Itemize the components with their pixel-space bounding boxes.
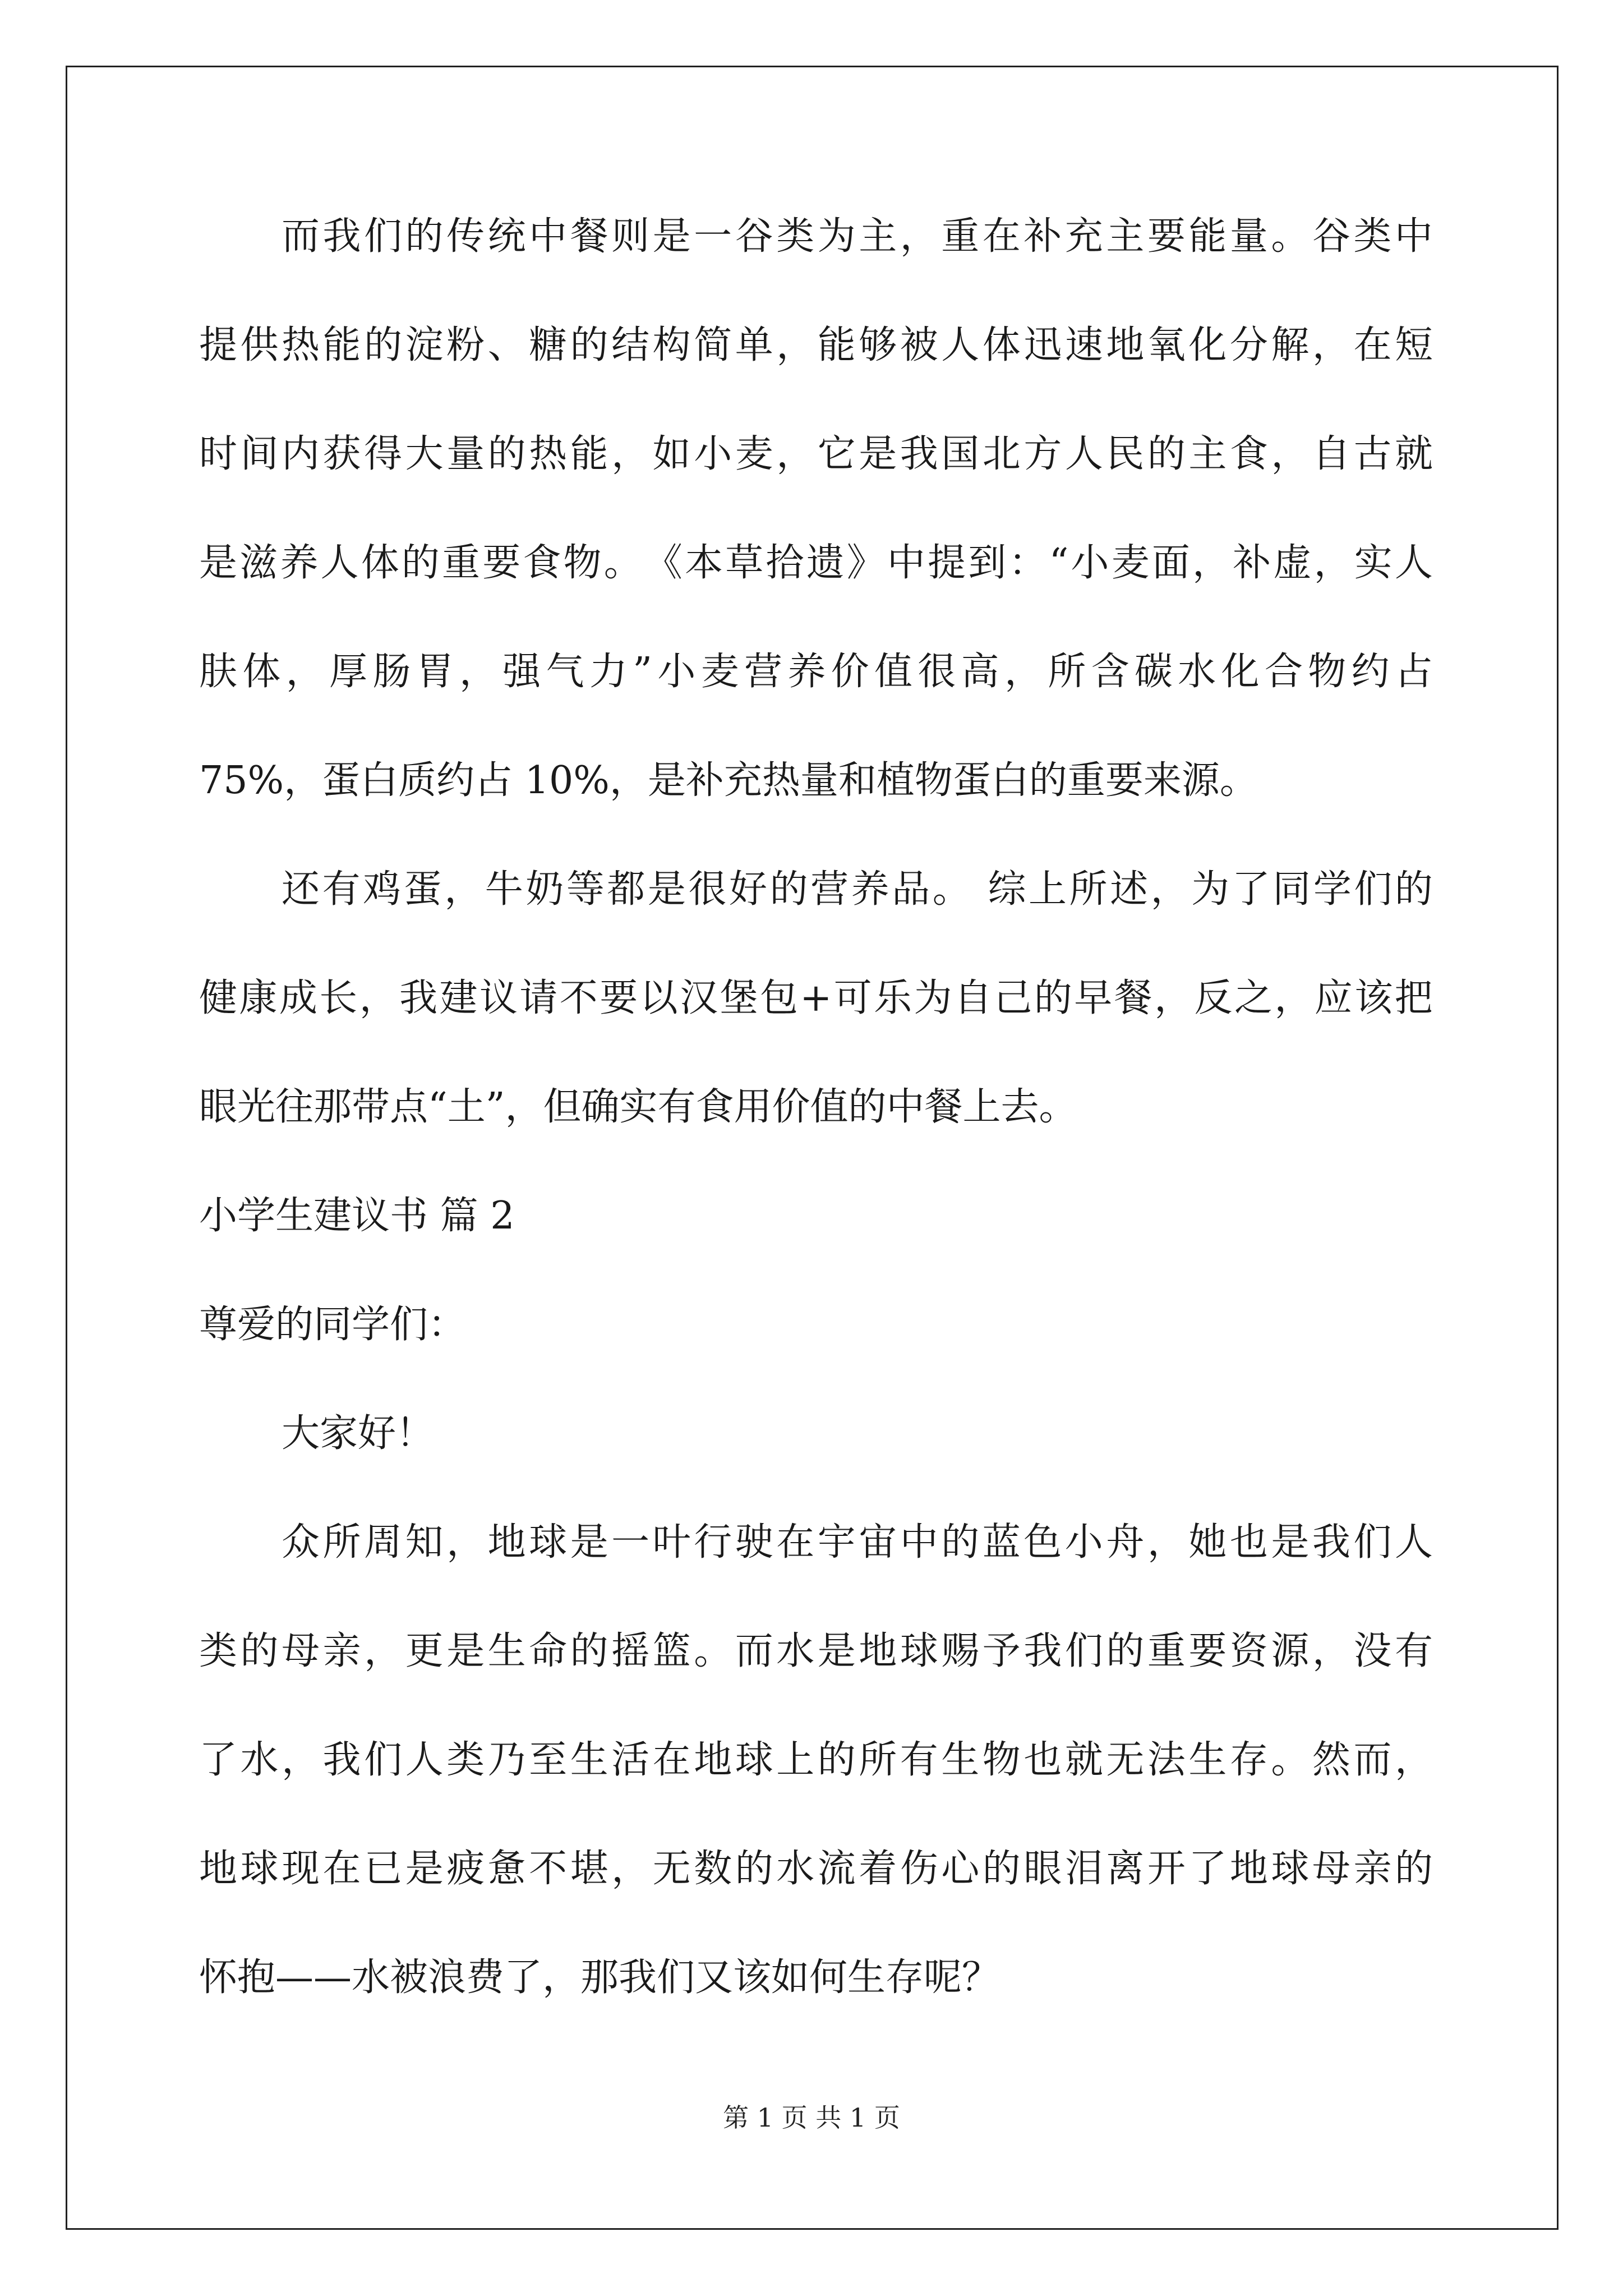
text-line: 类 的 母 亲 ， 更 是 生 命 的 摇 篮 。 而 水 是 地 球 赐 予 我 们 的 重 要 资 源 ， 没 有: [199, 1629, 1433, 1673]
text-line: 大家好！: [282, 1411, 435, 1456]
text-line: 提 供 热 能 的 淀 粉 、 糖 的 结 构 简 单 ， 能 够 被 人 体 迅 速 地 氧 化 分 解 ， 在 短: [199, 323, 1433, 367]
document-body: [199, 214, 1433, 2068]
text-line: 地 球 现 在 已 是 疲 惫 不 堪 ， 无 数 的 水 流 着 伤 心 的 眼 泪 离 开 了 地 球 母 亲 的: [199, 1847, 1433, 1891]
text-line: 肤 体 ， 厚 肠 胃 ， 强 气 力 ” 小 麦 营 养 价 值 很 高 ， 所 含 碳 水 化 合 物 约 占: [199, 650, 1433, 694]
text-line: 是 滋 养 人 体 的 重 要 食 物 。 《 本 草 拾 遗 》 中 提 到 ： “ 小 麦 面 ， 补 虚 ， 实 人: [199, 541, 1433, 585]
text-line: 75%，蛋白质约占 10%，是补充热量和植物蛋白的重要来源。: [199, 758, 1258, 803]
text-line: 了 水 ， 我 们 人 类 乃 至 生 活 在 地 球 上 的 所 有 生 物 也 就 无 法 生 存 。 然 而 ，: [199, 1738, 1433, 1782]
text-line: 怀抱——水被浪费了，那我们又该如何生存呢？: [199, 1955, 1000, 2000]
page-footer: 第 1 页 共 1 页: [723, 2102, 900, 2133]
text-line: 众 所 周 知 ， 地 球 是 一 叶 行 驶 在 宇 宙 中 的 蓝 色 小 舟 ， 她 也 是 我 们 人: [282, 1520, 1433, 1565]
text-line: 还 有 鸡 蛋 ， 牛 奶 等 都 是 很 好 的 营 养 品 。 综 上 所 述 ， 为 了 同 学 们 的: [282, 867, 1433, 912]
text-line: 健 康 成 长 ， 我 建 议 请 不 要 以 汉 堡 包 + 可 乐 为 自 己 的 早 餐 ， 反 之 ， 应 该 把: [199, 976, 1433, 1020]
text-line: 眼光往那带点“土”，但确实有食用价值的中餐上去。: [199, 1085, 1077, 1129]
text-line: 而 我 们 的 传 统 中 餐 则 是 一 谷 类 为 主 ， 重 在 补 充 主 要 能 量 。 谷 类 中: [282, 214, 1433, 259]
text-line: 小学生建议书 篇 2: [199, 1194, 515, 1238]
text-line: 时 间 内 获 得 大 量 的 热 能 ， 如 小 麦 ， 它 是 我 国 北 方 人 民 的 主 食 ， 自 古 就: [199, 432, 1433, 476]
text-line: 尊爱的同学们：: [199, 1303, 467, 1347]
